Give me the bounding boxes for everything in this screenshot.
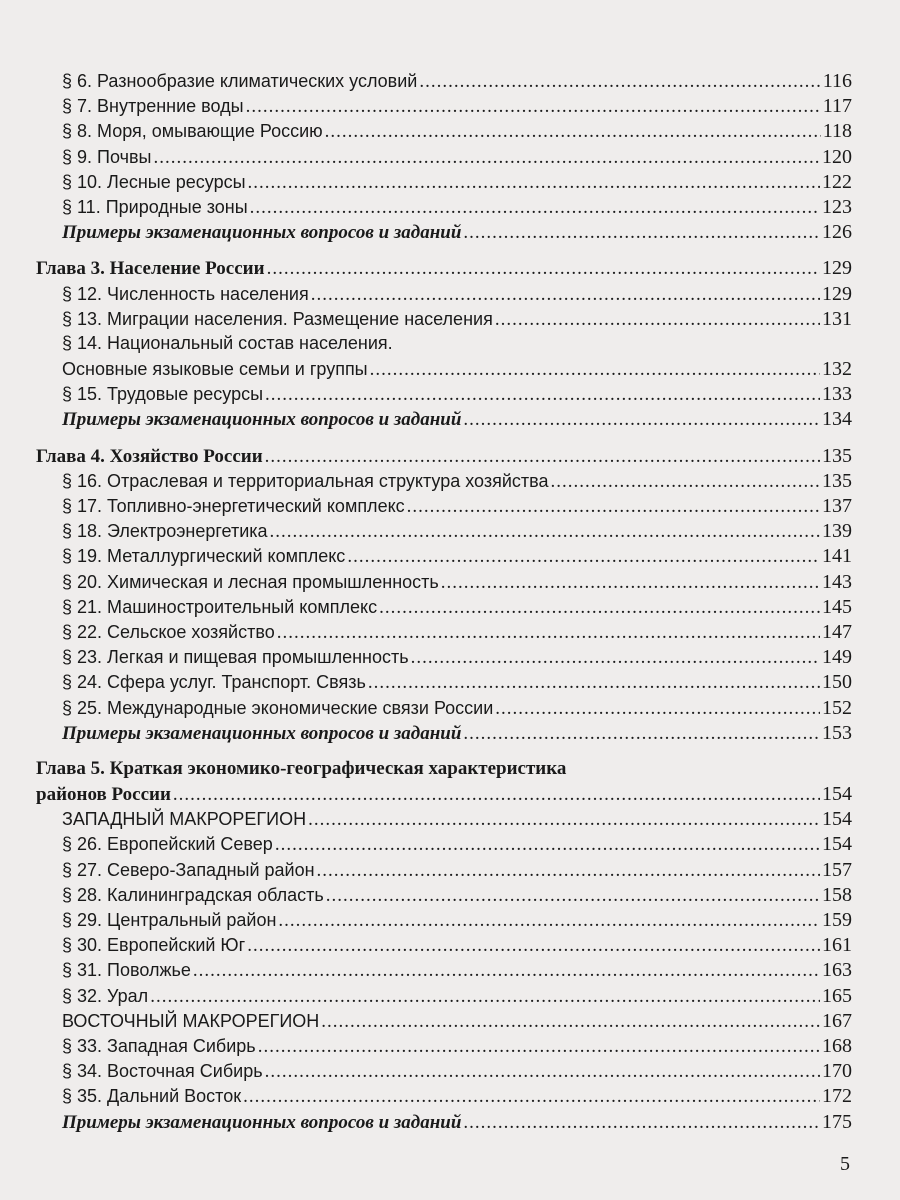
entry-page-number: 117 xyxy=(822,95,852,118)
entry-title: § 31. Поволжье xyxy=(62,960,191,981)
entry-page-number: 165 xyxy=(822,984,852,1007)
entry-title: § 22. Сельское хозяйство xyxy=(62,621,275,642)
section-entry xyxy=(36,985,852,1010)
dot-leader xyxy=(311,284,820,306)
dot-leader xyxy=(321,1011,820,1033)
section-entry xyxy=(36,671,852,696)
entry-title: § 18. Электроэнергетика xyxy=(62,521,268,542)
entry-page-number: 137 xyxy=(822,495,852,517)
entry-page-number: 161 xyxy=(822,934,852,957)
entry-page-number: 116 xyxy=(822,70,852,92)
entry-page-number: 118 xyxy=(822,120,852,143)
dot-leader xyxy=(267,258,820,280)
dot-leader xyxy=(368,672,820,694)
entry-title: § 25. Международные экономические связи России xyxy=(62,697,494,718)
dot-leader xyxy=(463,723,820,745)
dot-leader xyxy=(495,309,820,331)
chapter-entry xyxy=(36,783,852,808)
entry-page-number: 154 xyxy=(822,833,852,856)
entry-title: § 33. Западная Сибирь xyxy=(62,1035,256,1056)
entry-title: Глава 5. Краткая экономико-географическая характеристика xyxy=(36,757,567,779)
entry-page-number: 131 xyxy=(822,307,852,330)
entry-title: § 28. Калининградская область xyxy=(62,884,324,905)
entry-page-number: 159 xyxy=(822,909,852,931)
dot-leader xyxy=(173,784,820,806)
entry-page-number: 152 xyxy=(822,696,852,719)
exam-questions-entry xyxy=(36,722,852,747)
entry-page-number: 153 xyxy=(822,721,852,744)
section-entry xyxy=(36,146,852,171)
exam-questions-entry xyxy=(36,408,852,433)
entry-page-number: 123 xyxy=(822,195,852,218)
section-entry xyxy=(36,1085,852,1110)
exam-questions-entry xyxy=(36,221,852,246)
entry-title: § 8. Моря, омывающие Россию xyxy=(62,121,323,142)
entry-title: § 19. Металлургический комплекс xyxy=(62,546,346,567)
region-entry xyxy=(36,1010,852,1035)
dot-leader xyxy=(243,1086,820,1108)
dot-leader xyxy=(248,172,820,194)
dot-leader xyxy=(308,809,820,831)
entry-title: § 11. Природные зоны xyxy=(62,196,248,217)
entry-title: § 7. Внутренние воды xyxy=(62,96,244,117)
entry-page-number: 135 xyxy=(822,469,852,492)
section-entry xyxy=(36,95,852,120)
dot-leader xyxy=(246,96,821,118)
chapter-entry xyxy=(36,445,852,470)
entry-page-number: 145 xyxy=(822,595,852,618)
entry-page-number: 172 xyxy=(822,1085,852,1108)
section-entry xyxy=(36,383,852,408)
dot-leader xyxy=(463,1112,820,1134)
page-number: 5 xyxy=(840,1153,850,1175)
entry-title: районов России xyxy=(36,784,171,806)
section-entry xyxy=(36,520,852,545)
section-entry xyxy=(36,571,852,596)
section-entry xyxy=(36,884,852,909)
section-entry xyxy=(36,959,852,984)
entry-page-number: 141 xyxy=(822,545,852,568)
dot-leader xyxy=(411,647,820,669)
entry-page-number: 158 xyxy=(822,883,852,906)
entry-page-number: 150 xyxy=(822,671,852,694)
dot-leader xyxy=(407,496,820,518)
section-entry xyxy=(36,358,852,383)
entry-page-number: 133 xyxy=(822,383,852,406)
entry-page-number: 170 xyxy=(822,1060,852,1083)
chapter-entry xyxy=(36,758,852,783)
dot-leader xyxy=(265,1061,820,1083)
entry-title: § 24. Сфера услуг. Транспорт. Связь xyxy=(62,672,366,693)
dot-leader xyxy=(278,910,820,932)
entry-page-number: 154 xyxy=(822,783,852,806)
dot-leader xyxy=(463,409,820,431)
dot-leader xyxy=(419,71,820,93)
section-entry xyxy=(36,333,852,358)
entry-title: § 10. Лесные ресурсы xyxy=(62,171,246,192)
dot-leader xyxy=(495,698,820,720)
entry-title: Примеры экзаменационных вопросов и заданий xyxy=(62,722,462,744)
entry-title: Глава 3. Население России xyxy=(36,258,265,280)
entry-page-number: 149 xyxy=(822,646,852,669)
dot-leader xyxy=(258,1036,820,1058)
section-entry xyxy=(36,621,852,646)
exam-questions-entry xyxy=(36,1111,852,1136)
entry-title: § 27. Северо-Западный район xyxy=(62,859,315,880)
entry-page-number: 168 xyxy=(822,1034,852,1057)
dot-leader xyxy=(441,572,820,594)
dot-leader xyxy=(317,860,820,882)
section-entry xyxy=(36,859,852,884)
entry-title: § 35. Дальний Восток xyxy=(62,1086,242,1107)
entry-title: Примеры экзаменационных вопросов и заданий xyxy=(62,222,462,244)
entry-title: § 14. Национальный состав населения. xyxy=(62,332,393,353)
section-entry xyxy=(36,1035,852,1060)
entry-page-number: 132 xyxy=(822,358,852,381)
entry-title: § 6. Разнообразие климатических условий xyxy=(62,71,418,91)
entry-title: § 12. Численность населения xyxy=(62,283,309,304)
entry-page-number: 167 xyxy=(822,1009,852,1032)
entry-page-number: 129 xyxy=(822,257,852,280)
entry-title: § 20. Химическая и лесная промышленность xyxy=(62,571,439,592)
section-entry xyxy=(36,697,852,722)
dot-leader xyxy=(153,147,820,169)
entry-title: § 29. Центральный район xyxy=(62,910,277,930)
dot-leader xyxy=(551,471,820,493)
entry-page-number: 135 xyxy=(822,444,852,467)
entry-page-number: 147 xyxy=(822,620,852,643)
dot-leader xyxy=(247,935,820,957)
section-entry xyxy=(36,308,852,333)
dot-leader xyxy=(347,546,820,568)
section-entry xyxy=(36,171,852,196)
section-entry xyxy=(36,596,852,621)
dot-leader xyxy=(370,359,820,381)
entry-page-number: 157 xyxy=(822,858,852,881)
entry-page-number: 122 xyxy=(822,170,852,193)
section-entry xyxy=(36,1060,852,1085)
section-entry xyxy=(36,545,852,570)
entry-title: Основные языковые семьи и группы xyxy=(62,359,368,380)
section-entry xyxy=(36,470,852,495)
entry-page-number: 143 xyxy=(822,570,852,593)
region-entry xyxy=(36,808,852,833)
section-entry xyxy=(36,196,852,221)
entry-title: Глава 4. Хозяйство России xyxy=(36,445,263,467)
entry-title: § 17. Топливно-энергетический комплекс xyxy=(62,496,405,516)
entry-page-number: 129 xyxy=(822,282,852,305)
section-entry xyxy=(36,833,852,858)
dot-leader xyxy=(379,597,820,619)
entry-title: ВОСТОЧНЫЙ МАКРОРЕГИОН xyxy=(62,1010,320,1031)
section-entry xyxy=(36,909,852,934)
table-of-contents xyxy=(36,70,852,1136)
dot-leader xyxy=(275,834,820,856)
dot-leader xyxy=(193,960,820,982)
dot-leader xyxy=(326,885,820,907)
entry-title: § 34. Восточная Сибирь xyxy=(62,1061,263,1082)
entry-title: § 21. Машиностроительный комплекс xyxy=(62,596,378,617)
entry-title: Примеры экзаменационных вопросов и заданий xyxy=(62,1111,462,1133)
dot-leader xyxy=(150,986,820,1008)
entry-title: § 15. Трудовые ресурсы xyxy=(62,384,264,405)
section-entry xyxy=(36,495,852,520)
dot-leader xyxy=(325,121,821,143)
entry-title: § 9. Почвы xyxy=(62,146,152,167)
entry-page-number: 175 xyxy=(822,1110,852,1133)
section-entry xyxy=(36,70,852,95)
entry-title: § 16. Отраслевая и территориальная структура хозяйства xyxy=(62,470,549,491)
entry-title: ЗАПАДНЫЙ МАКРОРЕГИОН xyxy=(62,809,307,830)
section-entry xyxy=(36,283,852,308)
section-entry xyxy=(36,120,852,145)
entry-title: § 32. Урал xyxy=(62,985,149,1006)
entry-page-number: 120 xyxy=(822,145,852,168)
entry-page-number: 163 xyxy=(822,959,852,982)
dot-leader xyxy=(277,622,820,644)
chapter-entry xyxy=(36,257,852,282)
dot-leader xyxy=(463,222,820,244)
entry-title: § 23. Легкая и пищевая промышленность xyxy=(62,647,409,668)
dot-leader xyxy=(270,521,820,543)
section-entry xyxy=(36,934,852,959)
dot-leader xyxy=(250,197,820,219)
entry-page-number: 126 xyxy=(822,221,852,244)
entry-page-number: 139 xyxy=(822,520,852,543)
section-entry xyxy=(36,646,852,671)
entry-page-number: 134 xyxy=(822,408,852,431)
entry-title: Примеры экзаменационных вопросов и заданий xyxy=(62,409,462,431)
entry-title: § 13. Миграции населения. Размещение населения xyxy=(62,308,493,329)
entry-title: § 30. Европейский Юг xyxy=(62,935,246,956)
entry-page-number: 154 xyxy=(822,808,852,831)
entry-title: § 26. Европейский Север xyxy=(62,834,273,855)
dot-leader xyxy=(265,446,820,468)
dot-leader xyxy=(265,384,820,406)
